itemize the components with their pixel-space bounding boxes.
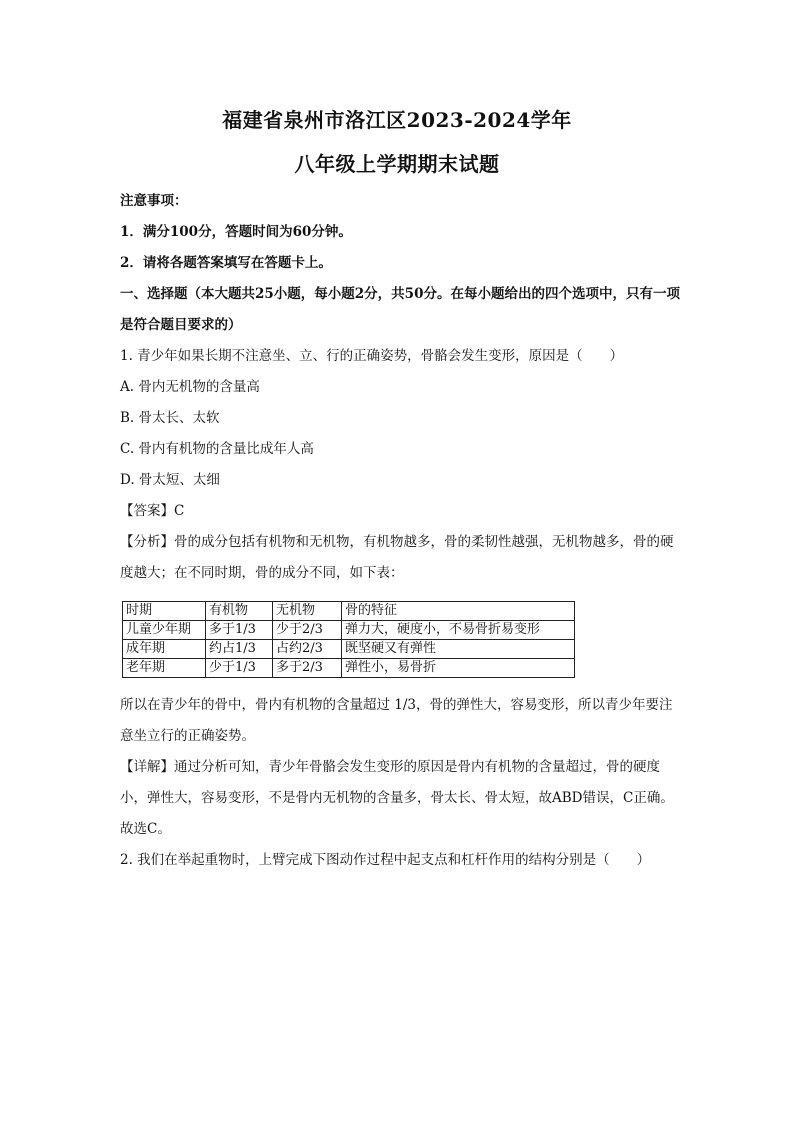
table-header-row <box>123 602 575 621</box>
notes-heading: 注意事项： <box>120 193 188 209</box>
bone-composition-table <box>122 601 575 678</box>
q1-option-a: A. 骨内无机物的含量高 <box>120 379 260 395</box>
table-row <box>123 621 575 640</box>
table-row <box>123 640 575 659</box>
table-cell: 占约2/3 <box>273 640 342 659</box>
q1-option-c: C. 骨内有机物的含量比成年人高 <box>120 441 314 457</box>
q1-option-d: D. 骨太短、太细 <box>120 472 220 488</box>
table-cell: 多于1/3 <box>206 621 273 640</box>
q1-detail: 【详解】通过分析可知，青少年骨骼会发生变形的原因是骨内有机物的含量超过，骨的硬度小，弹性大，容易变形，不是骨内无机物的含量多，骨太长、骨太短，故ABD错误，C正确。 <box>120 759 674 806</box>
table-row <box>123 659 575 678</box>
q1-stem: 1. 青少年如果长期不注意坐、立、行的正确姿势，骨骼会发生变形，原因是（ ） <box>120 348 624 364</box>
notes-item-1: 1．满分100分，答题时间为60分钟。 <box>120 224 352 240</box>
table-cell: 成年期 <box>123 640 206 659</box>
table-cell: 弹性小，易骨折 <box>342 659 575 678</box>
table-header-cell: 无机物 <box>273 602 342 621</box>
exam-body <box>120 186 680 876</box>
q1-conclusion: 所以在青少年的骨中，骨内有机物的含量超过 1/3，骨的弹性大，容易变形，所以青少年要注意坐立行的正确姿势。 <box>120 697 673 744</box>
table-cell: 弹力大，硬度小，不易骨折易变形 <box>342 621 575 640</box>
table-cell: 老年期 <box>123 659 206 678</box>
q1-analysis: 【分析】骨的成分包括有机物和无机物，有机物越多，骨的柔韧性越强，无机物越多，骨的硬度越大；在不同时期，骨的成分不同，如下表： <box>120 534 674 581</box>
table-header-cell: 有机物 <box>206 602 273 621</box>
table-cell: 少于1/3 <box>206 659 273 678</box>
table-cell: 多于2/3 <box>273 659 342 678</box>
q1-option-b: B. 骨太长、太软 <box>120 410 220 426</box>
exam-title-line1: 福建省泉州市洛江区2023-2024学年 <box>222 108 572 132</box>
q1-final: 故选C。 <box>120 821 171 837</box>
table-cell: 少于2/3 <box>273 621 342 640</box>
exam-title-line2: 八年级上学期期末试题 <box>294 152 500 176</box>
table-cell: 约占1/3 <box>206 640 273 659</box>
table-header-cell: 骨的特征 <box>342 602 575 621</box>
q1-answer: 【答案】C <box>120 503 185 519</box>
table-header-cell: 时期 <box>123 602 206 621</box>
table-cell: 既坚硬又有弹性 <box>342 640 575 659</box>
q2-stem: 2. 我们在举起重物时，上臂完成下图动作过程中起支点和杠杆作用的结构分别是（ ） <box>120 852 651 868</box>
section1-heading: 一、选择题（本大题共25小题，每小题2分，共50分。在每小题给出的四个选项中，只有一项是符合题目要求的） <box>120 286 680 333</box>
notes-item-2: 2．请将各题答案填写在答题卡上。 <box>120 255 332 271</box>
table-cell: 儿童少年期 <box>123 621 206 640</box>
